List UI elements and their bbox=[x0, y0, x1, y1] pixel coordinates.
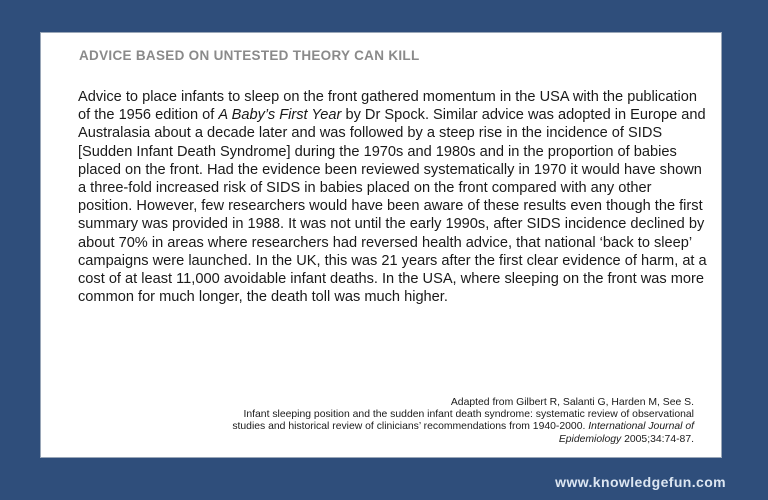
quote-box bbox=[40, 32, 722, 458]
box-heading: ADVICE BASED ON UNTESTED THEORY CAN KILL bbox=[79, 48, 420, 63]
body-text-part2: by Dr Spock. Similar advice was adopted in Europe and Australasia about a decade later and was followed by a steep rise in the incidence of SIDS [Sudden Infant Death Syndrome] during the 1970s and 1980s and in the proportion of babies placed on the front. Had the evidence been reviewed systematically in 1970 it would have shown a three-fold increased risk of SIDS in babies placed on the front compared with any other position. However, few researchers would have been aware of these results even though the first summary was provided in 1988. It was not until the early 1990s, after SIDS incidence declined by about 70% in areas where researchers had reversed health advice, that national ‘back to sleep’ campaigns were launched. In the UK, this was 21 years after the first clear evidence of harm, at a cost of at least 11,000 avoidable infant deaths. In the USA, where sleeping on the front was more common for much longer, the death toll was much higher. bbox=[78, 107, 707, 306]
body-paragraph bbox=[78, 88, 708, 306]
citation-volume: 2005;34:74-87. bbox=[621, 433, 694, 445]
citation-line-3 bbox=[74, 421, 694, 433]
citation bbox=[74, 397, 694, 446]
body-text-part1: Advice to place infants to sleep on the front gathered momentum in the USA with the publication of the 1956 edition of bbox=[78, 89, 697, 124]
watermark-link[interactable]: www.knowledgefun.com bbox=[555, 474, 726, 490]
journal-name-part2: Epidemiology bbox=[558, 433, 622, 445]
citation-line-2: Infant sleeping position and the sudden infant death syndrome: systematic review of observational bbox=[243, 409, 694, 421]
citation-line-3-text: studies and historical review of clinicians’ recommendations from 1940-2000. bbox=[232, 421, 589, 433]
citation-line-1: Adapted from Gilbert R, Salanti G, Harden M, See S. bbox=[450, 397, 694, 408]
citation-line-4 bbox=[74, 434, 694, 446]
journal-name-part1: International Journal of bbox=[588, 421, 694, 433]
book-title: A Baby’s First Year bbox=[218, 107, 342, 124]
